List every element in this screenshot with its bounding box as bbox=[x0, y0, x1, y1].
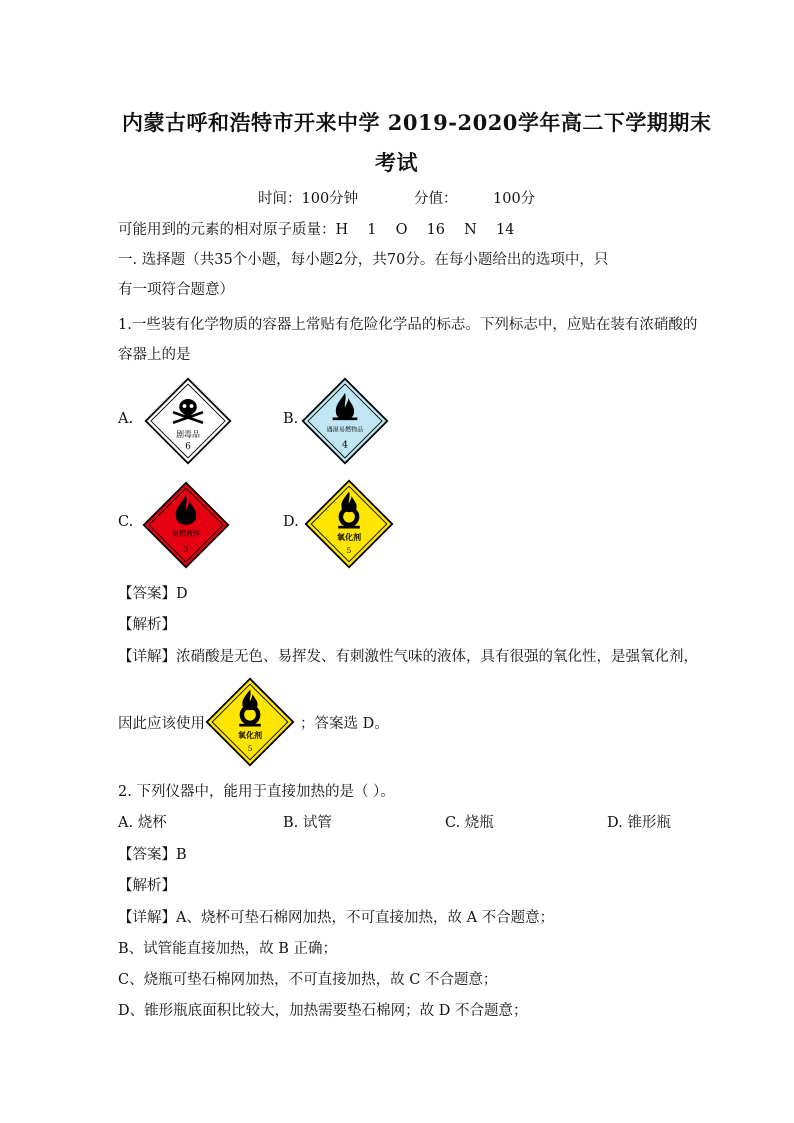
water-reactive-sign-text: 遇湿易燃物品 bbox=[326, 426, 364, 434]
q2-option-b: B. 试管 bbox=[283, 815, 332, 831]
q1-detail-line2-start: 因此应该使用 bbox=[118, 716, 205, 732]
q1-option-a-label: A. bbox=[118, 411, 134, 427]
flammable-liquid-sign-number: 3 bbox=[183, 544, 189, 554]
flammable-liquid-sign-text: 易燃液体 bbox=[171, 528, 201, 538]
exam-score-label: 分值： bbox=[414, 191, 458, 207]
section-heading-line2: 有一项符合题意） bbox=[118, 282, 234, 298]
q1-text-line1: 1.一些装有化学物质的容器上常贴有危险化学品的标志。下列标志中，应贴在装有浓硝酸的 bbox=[118, 317, 698, 333]
q2-analysis-heading: 【解析】 bbox=[118, 878, 176, 894]
flammable-liquid-sign-icon bbox=[141, 481, 231, 569]
q2-detail-line2: B、试管能直接加热，故 B 正确； bbox=[118, 941, 338, 957]
q1-analysis-heading: 【解析】 bbox=[118, 617, 176, 633]
q1-detail-line1: 【详解】浓硝酸是无色、易挥发、有刺激性气味的液体，具有很强的氧化性，是强氧化剂， bbox=[118, 649, 698, 665]
toxic-sign-text: 剧毒品 bbox=[176, 429, 200, 439]
oxidizer-sign-number: 5 bbox=[346, 545, 352, 555]
atomic-masses: 可能用到的元素的相对原子质量：H 1 O 16 N 14 bbox=[118, 222, 515, 238]
water-reactive-sign-icon bbox=[300, 377, 390, 465]
q1-option-b-label: B. bbox=[283, 411, 299, 427]
q2-detail-line1: 【详解】A、烧杯可垫石棉网加热，不可直接加热，故 A 不合题意； bbox=[118, 910, 555, 926]
exam-title-line2: 考试 bbox=[375, 150, 418, 175]
oxidizer-sign-text: 氧化剂 bbox=[336, 532, 362, 543]
q1-option-d-label: D. bbox=[283, 514, 299, 530]
exam-score-value: 100分 bbox=[493, 191, 536, 207]
q2-question: 2. 下列仪器中，能用于直接加热的是（ ）。 bbox=[118, 784, 395, 800]
q2-detail-line3: C、烧瓶可垫石棉网加热，不可直接加热，故 C 不合题意； bbox=[118, 972, 498, 988]
q1-answer: 【答案】D bbox=[118, 586, 188, 602]
toxic-sign-icon bbox=[143, 377, 233, 465]
exam-time: 时间：100分钟 bbox=[258, 191, 359, 207]
q1-detail-line2-end: ；答案选 D。 bbox=[300, 716, 389, 732]
toxic-sign-number: 6 bbox=[185, 442, 191, 453]
q2-option-a: A. 烧杯 bbox=[118, 815, 167, 831]
oxidizer-sign-inline-icon bbox=[204, 677, 296, 767]
oxidizer-sign-icon bbox=[303, 479, 395, 569]
exam-title-line1: 内蒙古呼和浩特市开来中学 2019-2020学年高二下学期期末 bbox=[122, 110, 712, 135]
section-heading-line1: 一. 选择题（共35个小题，每小题2分，共70分。在每小题给出的选项中，只 bbox=[118, 252, 609, 268]
q1-text-line2: 容器上的是 bbox=[118, 347, 191, 363]
oxidizer-inline-sign-number: 5 bbox=[247, 743, 253, 753]
q1-option-c-label: C. bbox=[118, 514, 134, 530]
q2-answer: 【答案】B bbox=[118, 847, 187, 863]
q2-option-c: C. 烧瓶 bbox=[445, 815, 494, 831]
q2-detail-line4: D、锥形瓶底面积比较大，加热需要垫石棉网；故 D 不合题意； bbox=[118, 1003, 528, 1019]
q2-option-d: D. 锥形瓶 bbox=[607, 815, 671, 831]
water-reactive-sign-number: 4 bbox=[341, 439, 349, 451]
oxidizer-inline-sign-text: 氧化剂 bbox=[237, 730, 263, 741]
